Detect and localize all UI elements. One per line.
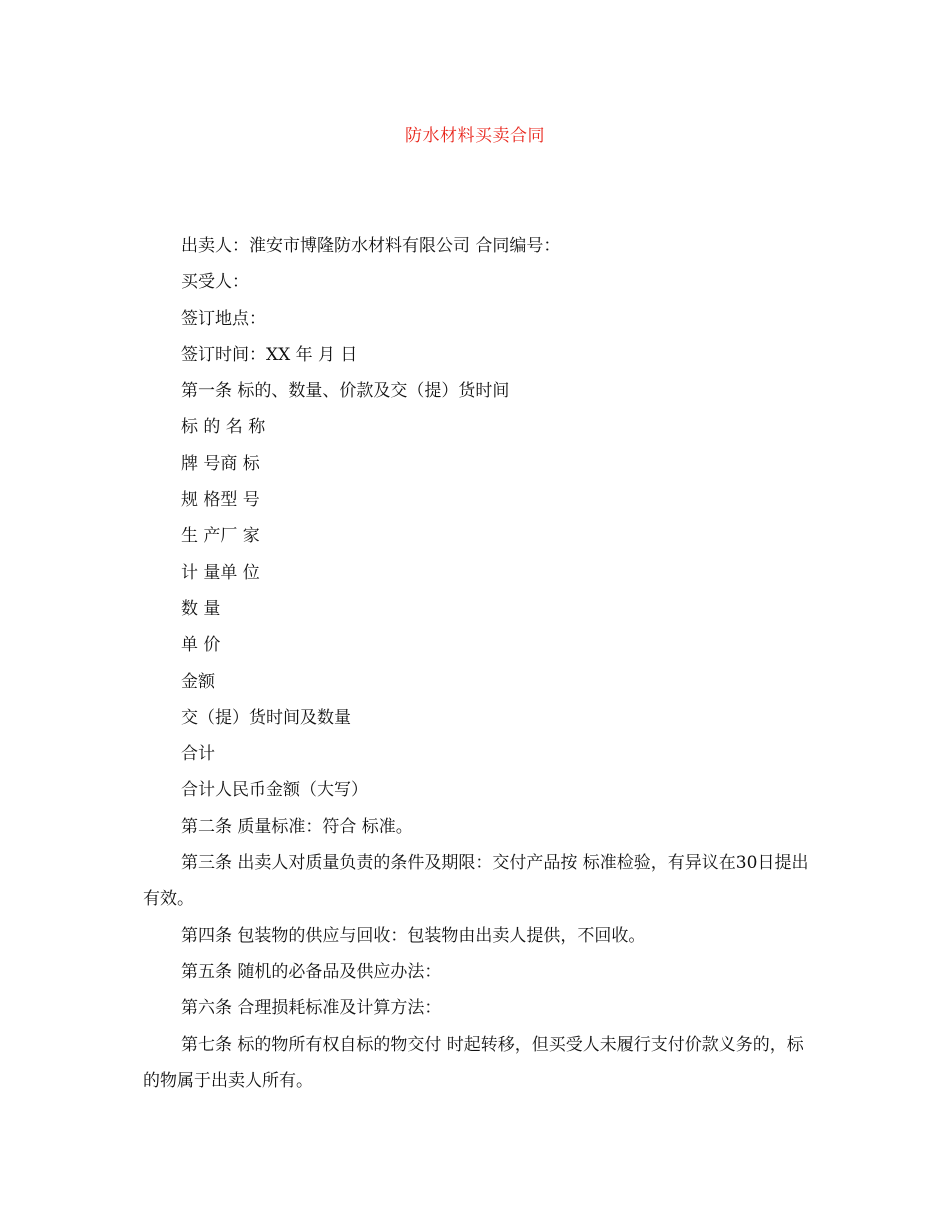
paragraph-article-6: 第六条 合理损耗标准及计算方法：: [181, 998, 442, 1019]
paragraph-quantity: 数 量: [181, 598, 221, 619]
paragraph-item-name: 标 的 名 称: [181, 417, 266, 438]
paragraph-article-4: 第四条 包装物的供应与回收：包装物由出卖人提供，不回收。: [181, 925, 646, 946]
paragraph-brand: 牌 号商 标: [181, 453, 260, 474]
document-body: [143, 228, 815, 1099]
paragraph-article-7: 第七条 标的物所有权自标的物交付 时起转移，但买受人未履行支付价款义务的，标的物属于出卖人所有。: [143, 1034, 804, 1091]
paragraph-article-3: 第三条 出卖人对质量负责的条件及期限：交付产品按 标准检验，有异议在30日提出有效。: [143, 853, 809, 910]
paragraph-total-rmb: 合计人民币金额（大写）: [181, 780, 368, 801]
paragraph-buyer: 买受人：: [181, 272, 249, 293]
document-title: 防水材料买卖合同: [405, 126, 545, 146]
paragraph-article-2: 第二条 质量标准：符合 标准。: [181, 816, 413, 837]
paragraph-delivery: 交（提）货时间及数量: [181, 707, 351, 728]
paragraph-amount: 金额: [181, 671, 215, 692]
paragraph-article-5: 第五条 随机的必备品及供应办法：: [181, 961, 442, 982]
paragraph-spec: 规 格型 号: [181, 490, 260, 511]
paragraph-article-1: 第一条 标的、数量、价款及交（提）货时间: [181, 381, 510, 402]
paragraph-unit: 计 量单 位: [181, 562, 260, 583]
paragraph-unit-price: 单 价: [181, 635, 221, 656]
paragraph-signing-place: 签订地点：: [181, 308, 266, 329]
paragraph-signing-time: 签订时间：XX 年 月 日: [181, 344, 358, 365]
paragraph-manufacturer: 生 产厂 家: [181, 526, 260, 547]
paragraph-total: 合计: [181, 744, 215, 765]
paragraph-seller: 出卖人：淮安市博隆防水材料有限公司 合同编号：: [181, 236, 561, 256]
